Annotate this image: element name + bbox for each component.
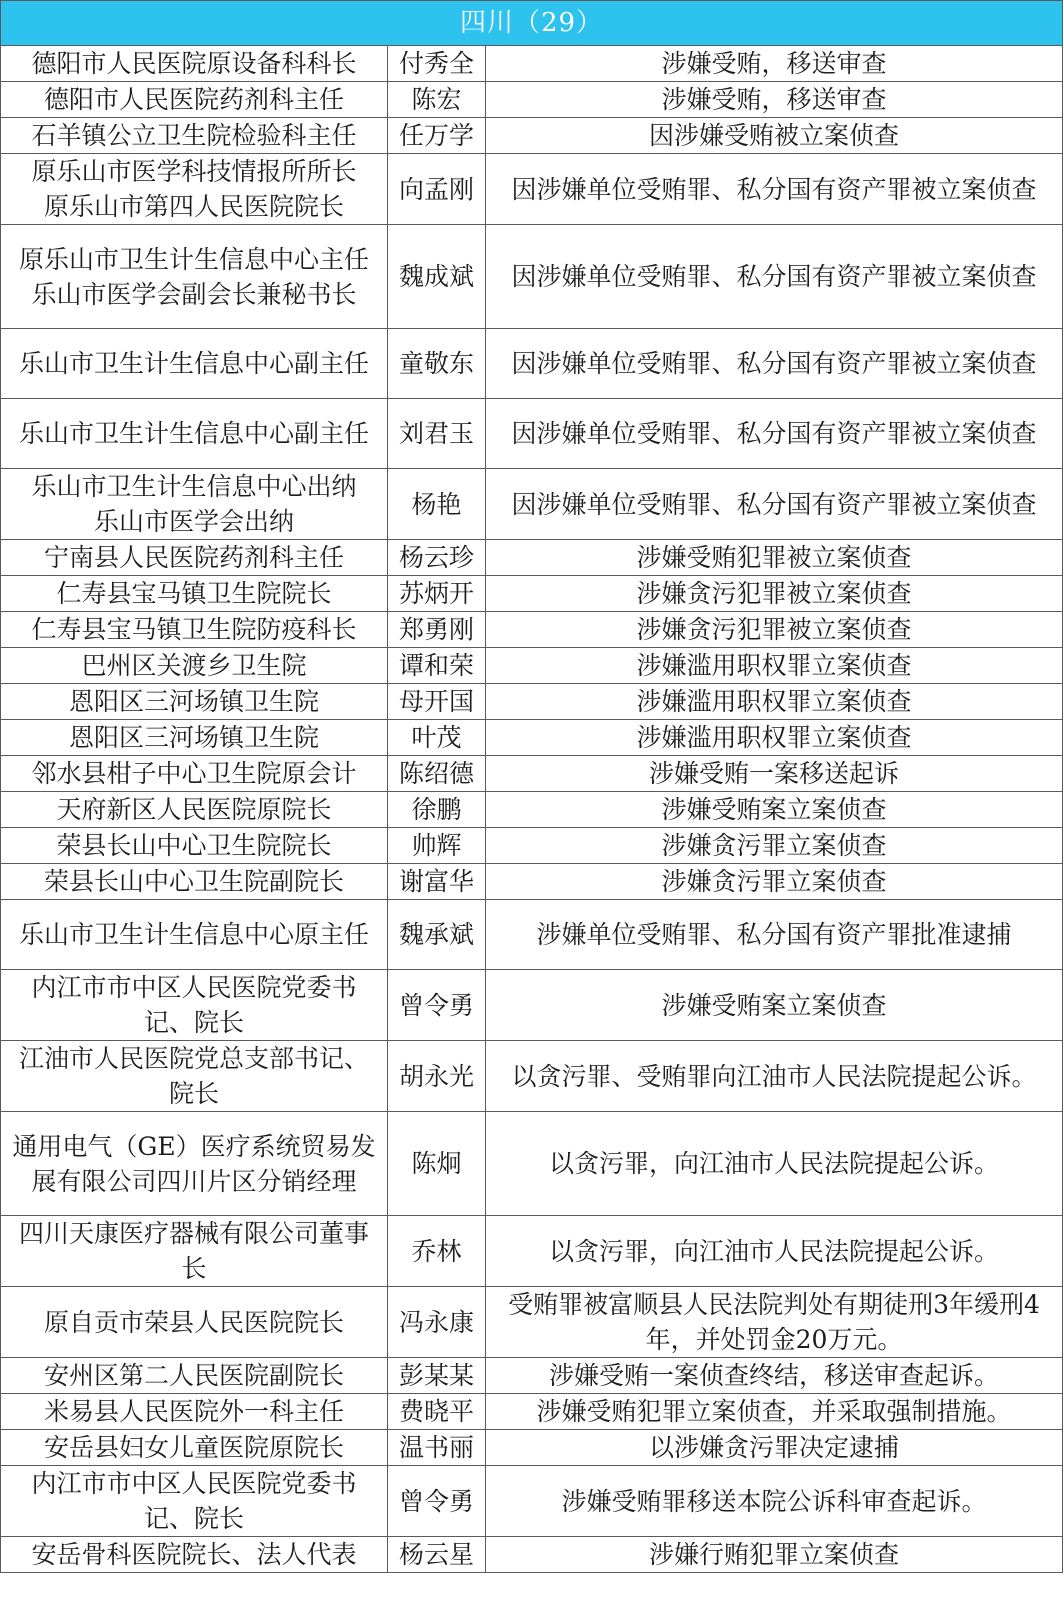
status-cell: 涉嫌单位受贿罪、私分国有资产罪批准逮捕: [486, 900, 1063, 970]
name-cell: 谭和荣: [388, 648, 486, 684]
name-cell: 陈炯: [388, 1112, 486, 1216]
status-cell: 以贪污罪，向江油市人民法院提起公诉。: [486, 1216, 1063, 1287]
unit-cell: 安岳县妇女儿童医院原院长: [1, 1430, 388, 1466]
unit-cell: 巴州区关渡乡卫生院: [1, 648, 388, 684]
unit-cell: 仁寿县宝马镇卫生院院长: [1, 576, 388, 612]
table-row: [1, 864, 1063, 900]
table-row: [1, 1112, 1063, 1216]
name-cell: 杨艳: [388, 469, 486, 540]
unit-cell: 荣县长山中心卫生院院长: [1, 828, 388, 864]
unit-cell: 宁南县人民医院药剂科主任: [1, 540, 388, 576]
table-row: [1, 1041, 1063, 1112]
status-cell: 涉嫌滥用职权罪立案侦查: [486, 684, 1063, 720]
status-cell: 因涉嫌单位受贿罪、私分国有资产罪被立案侦查: [486, 329, 1063, 399]
table-row: [1, 399, 1063, 469]
unit-cell: 恩阳区三河场镇卫生院: [1, 720, 388, 756]
table-row: [1, 1537, 1063, 1573]
unit-cell: 乐山市卫生计生信息中心副主任: [1, 329, 388, 399]
unit-cell: 原乐山市卫生计生信息中心主任 乐山市医学会副会长兼秘书长: [1, 225, 388, 329]
table-row: [1, 540, 1063, 576]
unit-cell: 内江市市中区人民医院党委书记、院长: [1, 1466, 388, 1537]
table-row: [1, 576, 1063, 612]
name-cell: 温书丽: [388, 1430, 486, 1466]
name-cell: 杨云珍: [388, 540, 486, 576]
unit-cell: 荣县长山中心卫生院副院长: [1, 864, 388, 900]
table-row: [1, 720, 1063, 756]
name-cell: 刘君玉: [388, 399, 486, 469]
status-cell: 涉嫌受贿案立案侦查: [486, 792, 1063, 828]
status-cell: 涉嫌受贿，移送审查: [486, 82, 1063, 118]
unit-cell: 德阳市人民医院药剂科主任: [1, 82, 388, 118]
status-cell: 受贿罪被富顺县人民法院判处有期徒刑3年缓刑4年，并处罚金20万元。: [486, 1287, 1063, 1358]
unit-cell: 乐山市卫生计生信息中心出纳 乐山市医学会出纳: [1, 469, 388, 540]
unit-cell: 恩阳区三河场镇卫生院: [1, 684, 388, 720]
name-cell: 徐鹏: [388, 792, 486, 828]
name-cell: 魏承斌: [388, 900, 486, 970]
table-row: [1, 1466, 1063, 1537]
table-row: [1, 154, 1063, 225]
status-cell: 因涉嫌单位受贿罪、私分国有资产罪被立案侦查: [486, 399, 1063, 469]
status-cell: 涉嫌受贿一案移送起诉: [486, 756, 1063, 792]
unit-cell: 仁寿县宝马镇卫生院防疫科长: [1, 612, 388, 648]
unit-cell: 安州区第二人民医院副院长: [1, 1358, 388, 1394]
status-cell: 以涉嫌贪污罪决定逮捕: [486, 1430, 1063, 1466]
status-cell: 涉嫌受贿一案侦查终结，移送审查起诉。: [486, 1358, 1063, 1394]
status-cell: 涉嫌受贿犯罪被立案侦查: [486, 540, 1063, 576]
name-cell: 叶茂: [388, 720, 486, 756]
table-title: 四川（29）: [1, 1, 1063, 46]
status-cell: 涉嫌滥用职权罪立案侦查: [486, 648, 1063, 684]
table-row: [1, 225, 1063, 329]
unit-cell: 乐山市卫生计生信息中心原主任: [1, 900, 388, 970]
status-cell: 因涉嫌单位受贿罪、私分国有资产罪被立案侦查: [486, 469, 1063, 540]
unit-cell: 四川天康医疗器械有限公司董事长: [1, 1216, 388, 1287]
name-cell: 付秀全: [388, 46, 486, 82]
status-cell: 涉嫌行贿犯罪立案侦查: [486, 1537, 1063, 1573]
name-cell: 童敬东: [388, 329, 486, 399]
unit-cell: 乐山市卫生计生信息中心副主任: [1, 399, 388, 469]
unit-cell: 邻水县柑子中心卫生院原会计: [1, 756, 388, 792]
table-row: [1, 612, 1063, 648]
name-cell: 费晓平: [388, 1394, 486, 1430]
table-row: [1, 1216, 1063, 1287]
status-cell: 涉嫌受贿，移送审查: [486, 46, 1063, 82]
name-cell: 曾令勇: [388, 1466, 486, 1537]
table-row: [1, 46, 1063, 82]
table-body: [1, 1, 1063, 1573]
table-header-row: [1, 1, 1063, 46]
name-cell: 曾令勇: [388, 970, 486, 1041]
status-cell: 涉嫌贪污犯罪被立案侦查: [486, 576, 1063, 612]
table-row: [1, 970, 1063, 1041]
name-cell: 苏炳开: [388, 576, 486, 612]
status-cell: 以贪污罪、受贿罪向江油市人民法院提起公诉。: [486, 1041, 1063, 1112]
name-cell: 彭某某: [388, 1358, 486, 1394]
table-row: [1, 1394, 1063, 1430]
unit-cell: 内江市市中区人民医院党委书记、院长: [1, 970, 388, 1041]
table-row: [1, 1287, 1063, 1358]
name-cell: 杨云星: [388, 1537, 486, 1573]
status-cell: 涉嫌滥用职权罪立案侦查: [486, 720, 1063, 756]
status-cell: 涉嫌贪污罪立案侦查: [486, 864, 1063, 900]
unit-cell: 天府新区人民医院原院长: [1, 792, 388, 828]
name-cell: 胡永光: [388, 1041, 486, 1112]
unit-cell: 通用电气（GE）医疗系统贸易发展有限公司四川片区分销经理: [1, 1112, 388, 1216]
table-row: [1, 900, 1063, 970]
name-cell: 陈绍德: [388, 756, 486, 792]
status-cell: 因涉嫌单位受贿罪、私分国有资产罪被立案侦查: [486, 225, 1063, 329]
table-row: [1, 118, 1063, 154]
status-cell: 因涉嫌受贿被立案侦查: [486, 118, 1063, 154]
name-cell: 乔林: [388, 1216, 486, 1287]
name-cell: 向孟刚: [388, 154, 486, 225]
name-cell: 帅辉: [388, 828, 486, 864]
table-row: [1, 648, 1063, 684]
unit-cell: 原乐山市医学科技情报所所长 原乐山市第四人民医院院长: [1, 154, 388, 225]
name-cell: 母开国: [388, 684, 486, 720]
name-cell: 谢富华: [388, 864, 486, 900]
table-row: [1, 828, 1063, 864]
table-row: [1, 82, 1063, 118]
status-cell: 涉嫌贪污犯罪被立案侦查: [486, 612, 1063, 648]
table-row: [1, 1430, 1063, 1466]
unit-cell: 原自贡市荣县人民医院院长: [1, 1287, 388, 1358]
name-cell: 陈宏: [388, 82, 486, 118]
table-row: [1, 469, 1063, 540]
status-cell: 以贪污罪，向江油市人民法院提起公诉。: [486, 1112, 1063, 1216]
status-cell: 涉嫌受贿罪移送本院公诉科审查起诉。: [486, 1466, 1063, 1537]
name-cell: 魏成斌: [388, 225, 486, 329]
table-row: [1, 792, 1063, 828]
status-cell: 涉嫌受贿犯罪立案侦查，并采取强制措施。: [486, 1394, 1063, 1430]
name-cell: 任万学: [388, 118, 486, 154]
status-cell: 涉嫌贪污罪立案侦查: [486, 828, 1063, 864]
table-row: [1, 329, 1063, 399]
status-cell: 涉嫌受贿案立案侦查: [486, 970, 1063, 1041]
status-cell: 因涉嫌单位受贿罪、私分国有资产罪被立案侦查: [486, 154, 1063, 225]
unit-cell: 石羊镇公立卫生院检验科主任: [1, 118, 388, 154]
name-cell: 冯永康: [388, 1287, 486, 1358]
table-row: [1, 756, 1063, 792]
unit-cell: 安岳骨科医院院长、法人代表: [1, 1537, 388, 1573]
name-cell: 郑勇刚: [388, 612, 486, 648]
unit-cell: 米易县人民医院外一科主任: [1, 1394, 388, 1430]
unit-cell: 德阳市人民医院原设备科科长: [1, 46, 388, 82]
unit-cell: 江油市人民医院党总支部书记、院长: [1, 1041, 388, 1112]
table-row: [1, 1358, 1063, 1394]
table-row: [1, 684, 1063, 720]
